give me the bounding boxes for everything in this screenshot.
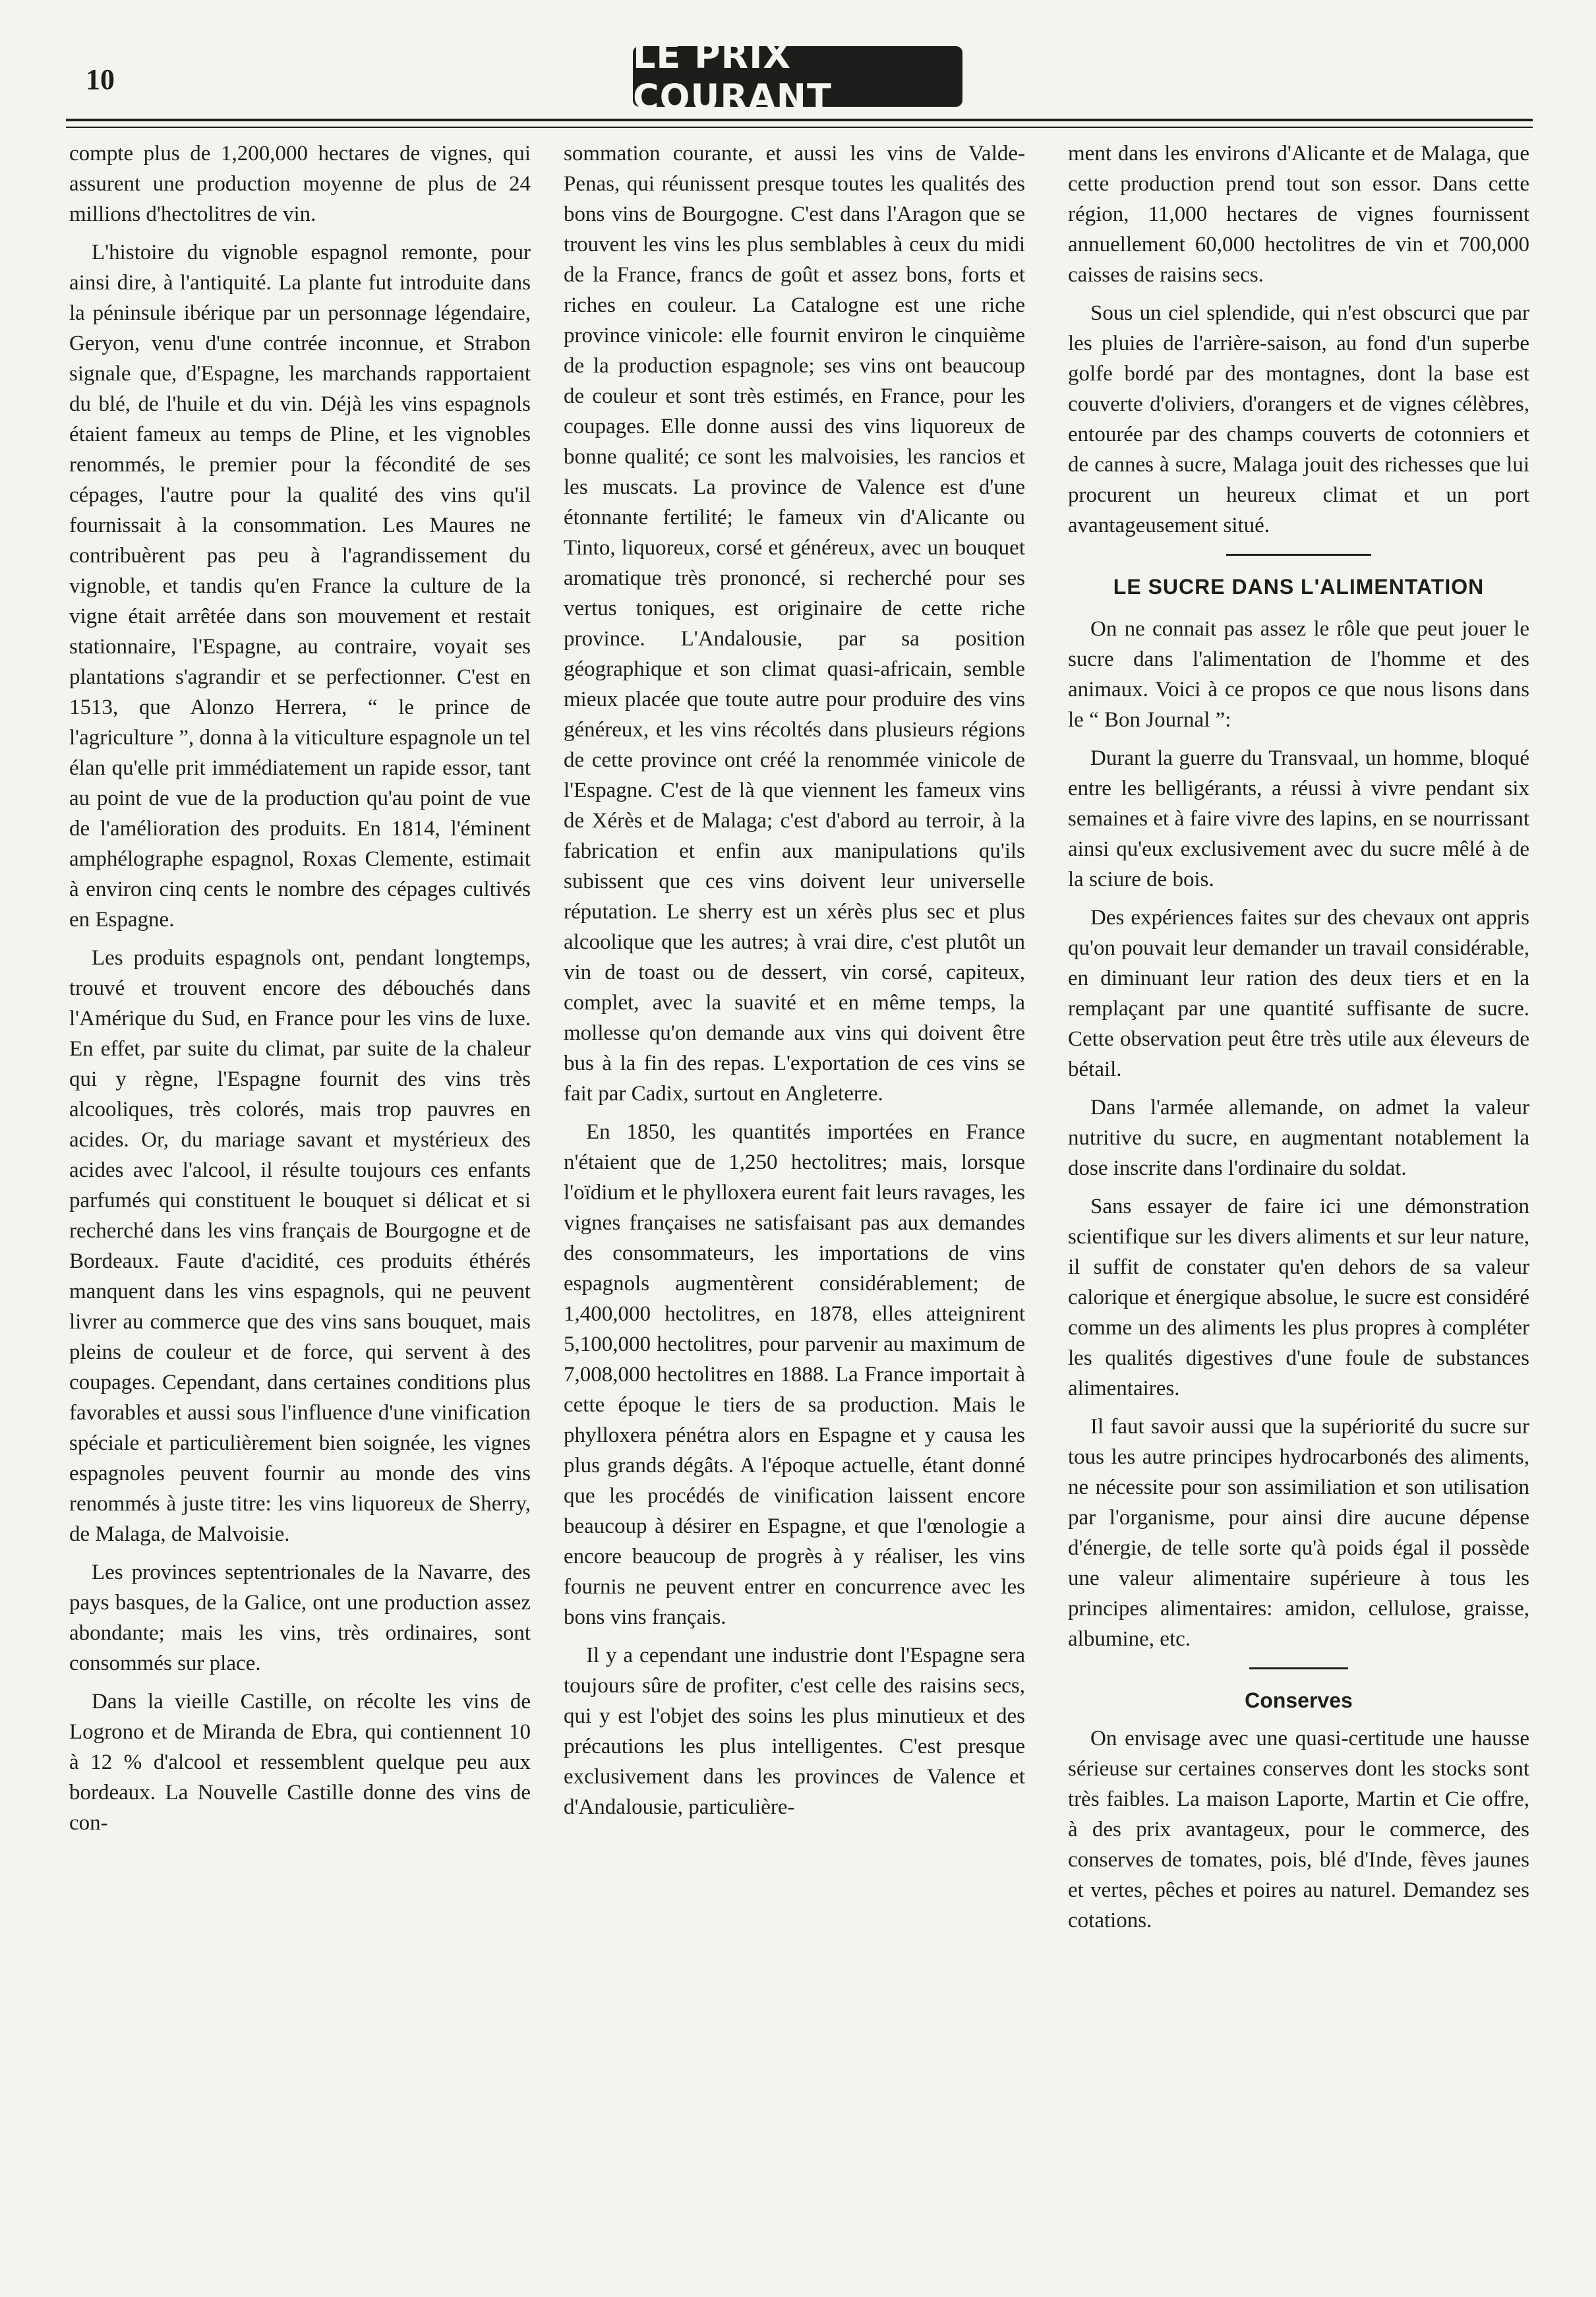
paragraph: L'histoire du vignoble espagnol remonte, pour ainsi dire, à l'antiquité. La plante fut introduite dans la péninsule ibérique par un personnage légendaire, Geryon, venu d'une contrée inconnue, et Strabon signale que, d'Espagne, les marchands rapportaient du blé, de l'huile et du vin. Déjà les vins espagnols étaient fameux au temps de Pline, et les vignobles renommés, le premier pour la fécondité de ses cépages, l'autre pour la qualité des vins qu'il fournissait à la consommation. Les Maures ne contribuèrent pas peu à l'agrandissement du vignoble, et tandis qu'en France la culture de la vigne était arrêtée dans son mouvement et restait stationnaire, l'Espagne, au contraire, voyait ses plantations s'agrandir et se perfectionner. C'est en 1513, que Alonzo Herrera, “ le prince de l'agriculture ”, donna à la viticulture espagnole un tel élan qu'elle prit immédiatement un rapide essor, tant au point de vue de la production qu'au point de vue de l'amélioration des produits. En 1814, l'éminent amphélographe espagnol, Roxas Clemente, estimait à environ cinq cents le nombre des cépages cultivés en Espagne. xyxy=(69,241,531,932)
column-2 xyxy=(564,138,1025,1830)
header-rule-thin xyxy=(66,127,1533,128)
paragraph: Dans la vieille Castille, on récolte les vins de Logrono et de Miranda de Ebra, qui contiennent 10 à 12 % d'alcool et ressemblent quelque peu aux bordeaux. La Nouvelle Castille donne des vins de con- xyxy=(69,1690,531,1835)
paragraph: compte plus de 1,200,000 hectares de vignes, qui assurent une production moyenne de plus de 24 millions d'hectolitres de vin. xyxy=(69,142,531,226)
sugar-section-title: LE SUCRE DANS L'ALIMENTATION xyxy=(1113,575,1485,599)
masthead-logo: LE PRIX COURANT xyxy=(633,46,962,107)
paragraph: On ne connait pas assez le rôle que peut jouer le sucre dans l'alimentation de l'homme et des animaux. Voici à ce propos ce que nous lisons dans le “ Bon Journal ”: xyxy=(1068,617,1529,732)
paragraph: En 1850, les quantités importées en France n'étaient que de 1,250 hectolitres; mais, lorsque l'oïdium et le phylloxera eurent fait leurs ravages, les vignes françaises ne satisfaisant pas aux demandes des consommateurs, les importations de vins espagnols augmentèrent considérablement; de 1,400,000 hectolitres, en 1878, elles atteignirent 5,100,000 hectolitres, pour parvenir au maximum de 7,008,000 hectolitres en 1888. La France importait à cette époque le tiers de sa production. Mais le phylloxera pénétra alors en Espagne et y causa les plus grands dégâts. A l'époque actuelle, étant donné que les procédés de vinification laissent encore beaucoup à désirer en Espagne, et que l'œnologie a encore beaucoup de progrès à y réaliser, les vins fournis ne peuvent entrer en concurrence avec les bons vins français. xyxy=(564,1120,1025,1629)
column-1 xyxy=(69,138,531,1846)
paragraph: On envisage avec une quasi-certitude une hausse sérieuse sur certaines conserves dont les stocks sont très faibles. La maison Laporte, Martin et Cie offre, à des prix avantageux, pour le commerce, des conserves de tomates, pois, blé d'Inde, fèves jaunes et vertes, pêches et poires au naturel. Demandez ses cotations. xyxy=(1068,1727,1529,1932)
paragraph: Les produits espagnols ont, pendant longtemps, trouvé et trouvent encore des débouchés dans l'Amérique du Sud, en France pour les vins de luxe. En effet, par suite du climat, par suite de la chaleur qui y règne, l'Espagne fournit des vins très alcooliques, très colorés, mais trop pauvres en acides. Or, du mariage savant et mystérieux des acides avec l'alcool, il résulte toujours ces enfants parfumés qui constituent le bouquet si délicat et si recherché dans les vins français de Bourgogne et de Bordeaux. Faute d'acidité, ces produits éthérés manquent dans les vins espagnols, qui ne peuvent livrer au commerce que des vins sans bouquet, mais pleins de couleur et de force, qui servent à des coupages. Cependant, dans certaines conditions plus favorables et aussi sous l'influence d'une vinification spéciale et particulièrement bien soignée, les vignes espagnoles peuvent fournir au monde des vins renommés à juste titre: les vins liquoreux de Sherry, de Malaga, de Malvoisie. xyxy=(69,946,531,1546)
paragraph: Les provinces septentrionales de la Navarre, des pays basques, de la Galice, ont une production assez abondante; mais les vins, très ordinaires, sont consommés sur place. xyxy=(69,1561,531,1675)
paragraph: Dans l'armée allemande, on admet la valeur nutritive du sucre, en augmentant notablement la dose inscrite dans l'ordinaire du soldat. xyxy=(1068,1096,1529,1180)
section-divider xyxy=(1249,1667,1348,1669)
paragraph: Des expériences faites sur des chevaux ont appris qu'on pouvait leur demander un travail considérable, en diminuant leur ration des deux tiers et en la remplaçant par une quantité suffisante de sucre. Cette observation peut être très utile aux éleveurs de bétail. xyxy=(1068,906,1529,1081)
header-rule xyxy=(66,119,1533,121)
paragraph: Sous un ciel splendide, qui n'est obscurci que par les pluies de l'arrière-saison, au fond d'un superbe golfe bordé par des montagnes, dont la base est couverte d'oliviers, d'orangers et de vignes célèbres, entourée par des champs couverts de cotonniers et de cannes à sucre, Malaga jouit des richesses que lui procurent un heureux climat et un port avantageusement situé. xyxy=(1068,301,1529,537)
paragraph: ment dans les environs d'Alicante et de Malaga, que cette production prend tout son essor. Dans cette région, 11,000 hectares de vignes fournissent annuellement 60,000 hectolitres de vin et 700,000 caisses de raisins secs. xyxy=(1068,142,1529,287)
paragraph: Durant la guerre du Transvaal, un homme, bloqué entre les belligérants, a réussi à vivre pendant six semaines et à faire vivre des lapins, en se nourrissant ainsi qu'eux exclusivement avec du sucre mêlé à de la sciure de bois. xyxy=(1068,746,1529,891)
page-number: 10 xyxy=(86,63,115,96)
paragraph: Sans essayer de faire ici une démonstration scientifique sur les divers aliments et sur leur nature, il suffit de constater qu'en dehors de sa valeur calorique et énergique absolue, le sucre est considéré comme un des aliments les plus propres à compléter les qualités digestives d'une foule de substances alimentaires. xyxy=(1068,1195,1529,1400)
column-3 xyxy=(1068,138,1529,1944)
paragraph: Il faut savoir aussi que la supériorité du sucre sur tous les autre principes hydrocarbonés des aliments, ne nécessite pour son assimiliation et son utilisation par l'organisme, pour ainsi dire aucune dépense d'énergie, de telle sorte qu'à poids égal il possède une valeur alimentaire supérieure à tous les principes alimentaires: amidon, cellulose, graisse, albumine, etc. xyxy=(1068,1415,1529,1651)
paragraph: sommation courante, et aussi les vins de Valde-Penas, qui réunissent presque toutes les qualités des bons vins de Bourgogne. C'est dans l'Aragon que se trouvent les vins les plus semblables à ceux du midi de la France, francs de goût et assez bons, forts et riches en couleur. La Catalogne est une riche province vinicole: elle fournit environ le cinquième de la production espagnole; ses vins ont beaucoup de couleur et sont très estimés, en France, pour les coupages. Elle donne aussi des vins liquoreux de bonne qualité; ce sont les malvoisies, les rancios et les muscats. La province de Valence est d'une étonnante fertilité; le fameux vin d'Alicante ou Tinto, liquoreux, corsé et généreux, avec un bouquet aromatique très prononcé, si recherché pour ses vertus toniques, est originaire de cette riche province. L'Andalousie, par sa position géographique et son climat quasi-africain, semble mieux placée que toute autre pour produire des vins généreux, et les vins récoltés dans plusieurs régions de cette province ont créé la renommée vinicole de l'Espagne. C'est de là que viennent les fameux vins de Xérès et de Malaga; c'est d'abord au terroir, à la fabrication et enfin aux manipulations qu'ils subissent que ces vins doivent leur universelle réputation. Le sherry est un xérès plus sec et plus alcoolique que les autres; à vrai dire, c'est plutôt un vin de toast ou de dessert, vin corsé, capiteux, complet, avec la suavité et en même temps, la mollesse qu'on demande aux vins qui doivent être bus à la fin des repas. L'exportation de ces vins se fait par Cadix, surtout en Angleterre. xyxy=(564,142,1025,1106)
conserves-section-title: Conserves xyxy=(1245,1688,1353,1712)
paragraph: Il y a cependant une industrie dont l'Espagne sera toujours sûre de profiter, c'est celle des raisins secs, qui y est l'objet des soins les plus minutieux et des précautions les plus intelligentes. C'est presque exclusivement dans les provinces de Valence et d'Andalousie, particulière- xyxy=(564,1644,1025,1819)
section-divider xyxy=(1226,554,1371,556)
